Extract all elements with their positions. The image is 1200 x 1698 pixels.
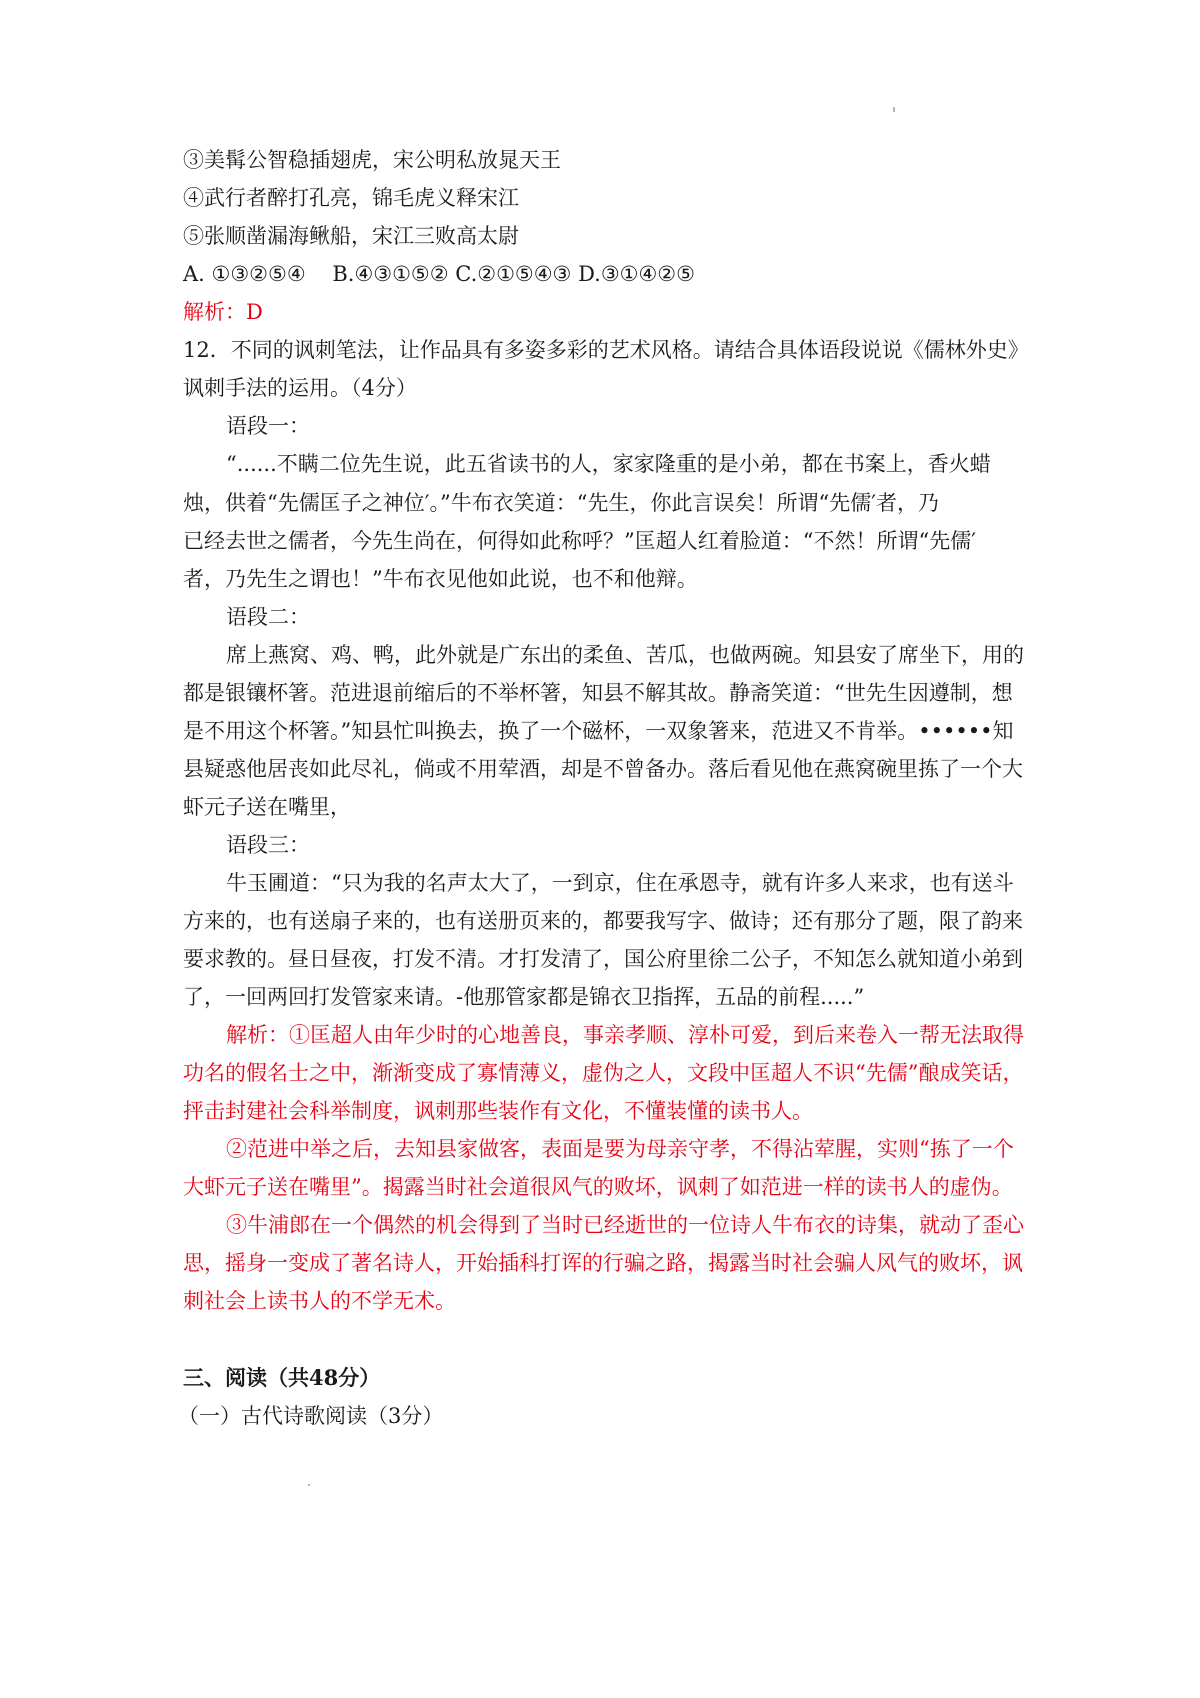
answer-choices: A. ①③②⑤④ B.④③①⑤② C.②①⑤④③ D.③①④②⑤ (183, 262, 695, 286)
segment-3-title: 语段三： (226, 833, 310, 857)
segment-3-line: 要求教的。昼日昼夜，打发不清。才打发清了，国公府里徐二公子，不知怎么就知道小弟到 (183, 947, 1023, 971)
option-3: ③美髯公智稳插翅虎，宋公明私放晁天王 (183, 148, 561, 172)
analysis-2-line: ②范进中举之后，去知县家做客，表面是要为母亲守孝，不得沾荤腥，实则“拣了一个 (226, 1137, 1014, 1161)
analysis-3-line: 刺社会上读书人的不学无术。 (183, 1289, 456, 1313)
option-4: ④武行者醉打孔亮，锦毛虎义释宋江 (183, 186, 519, 210)
segment-1-line: 已经去世之儒者，今先生尚在，何得如此称呼？”匡超人红着脸道：“不然！所谓“先儒′ (183, 529, 976, 553)
analysis-1-line: 抨击封建社会科举制度，讽刺那些装作有文化，不懂装懂的读书人。 (183, 1099, 813, 1123)
scan-mark (893, 107, 895, 112)
segment-3-line: 方来的，也有送扇子来的，也有送册页来的，都要我写字、做诗；还有那分了题，限了韵来 (183, 909, 1023, 933)
segment-3-line: 牛玉圃道：“只为我的名声太大了，一到京，住在承恩寺，就有许多人来求，也有送斗 (226, 871, 1014, 895)
analysis-3-line: 思，摇身一变成了著名诗人，开始插科打诨的行骗之路，揭露当时社会骗人风气的败坏，讽 (183, 1251, 1023, 1275)
answer-analysis: 解析：D (183, 300, 263, 324)
segment-1-title: 语段一： (226, 414, 310, 438)
segment-2-line: 是不用这个杯箸。”知县忙叫换去，换了一个磁杯，一双象箸来，范进又不肯举。••••••知 (183, 719, 1014, 743)
analysis-1-line: 解析：①匡超人由年少时的心地善良，事亲孝顺、淳朴可爱，到后来卷入一帮无法取得 (226, 1023, 1024, 1047)
question-12-prompt-line-2: 讽刺手法的运用。（4分） (183, 376, 417, 400)
option-5: ⑤张顺凿漏海鳅船，宋江三败高太尉 (183, 224, 519, 248)
section-3-heading: 三、阅读（共48分） (183, 1365, 381, 1390)
question-12-prompt-line-1: 12．不同的讽刺笔法，让作品具有多姿多彩的艺术风格。请结合具体语段说说《儒林外史》 (183, 338, 1029, 362)
subsection-heading: （一）古代诗歌阅读（3分） (178, 1404, 444, 1428)
segment-2-line: 虾元子送在嘴里， (183, 795, 351, 819)
segment-1-line: 烛，供着“先儒匡子之神位′。”牛布衣笑道：“先生，你此言误矣！所谓“先儒′者，乃 (183, 491, 939, 515)
analysis-3-line: ③牛浦郎在一个偶然的机会得到了当时已经逝世的一位诗人牛布衣的诗集，就动了歪心 (226, 1213, 1024, 1237)
segment-2-line: 县疑惑他居丧如此尽礼，倘或不用荤酒，却是不曾备办。落后看见他在燕窝碗里拣了一个大 (183, 757, 1023, 781)
segment-1-line: “......不瞒二位先生说，此五省读书的人，家家隆重的是小弟，都在书案上，香火蜡 (226, 452, 991, 476)
scan-mark (308, 1484, 310, 1486)
segment-3-line: 了，一回两回打发管家来请。-他那管家都是锦衣卫指挥，五品的前程.....” (183, 985, 865, 1009)
analysis-1-line: 功名的假名士之中，渐渐变成了寡情薄义，虚伪之人，文段中匡超人不识“先儒”酿成笑话， (183, 1061, 1024, 1085)
analysis-2-line: 大虾元子送在嘴里”。揭露当时社会道很风气的败坏，讽刺了如范进一样的读书人的虚伪。 (183, 1175, 1013, 1199)
segment-2-line: 席上燕窝、鸡、鸭，此外就是广东出的柔鱼、苦瓜，也做两碗。知县安了席坐下，用的 (226, 643, 1024, 667)
segment-2-title: 语段二： (226, 605, 310, 629)
segment-1-line: 者，乃先生之谓也！”牛布衣见他如此说，也不和他辩。 (183, 567, 698, 591)
segment-2-line: 都是银镶杯箸。范进退前缩后的不举杯箸，知县不解其故。静斋笑道：“世先生因遵制，想 (183, 681, 1013, 705)
